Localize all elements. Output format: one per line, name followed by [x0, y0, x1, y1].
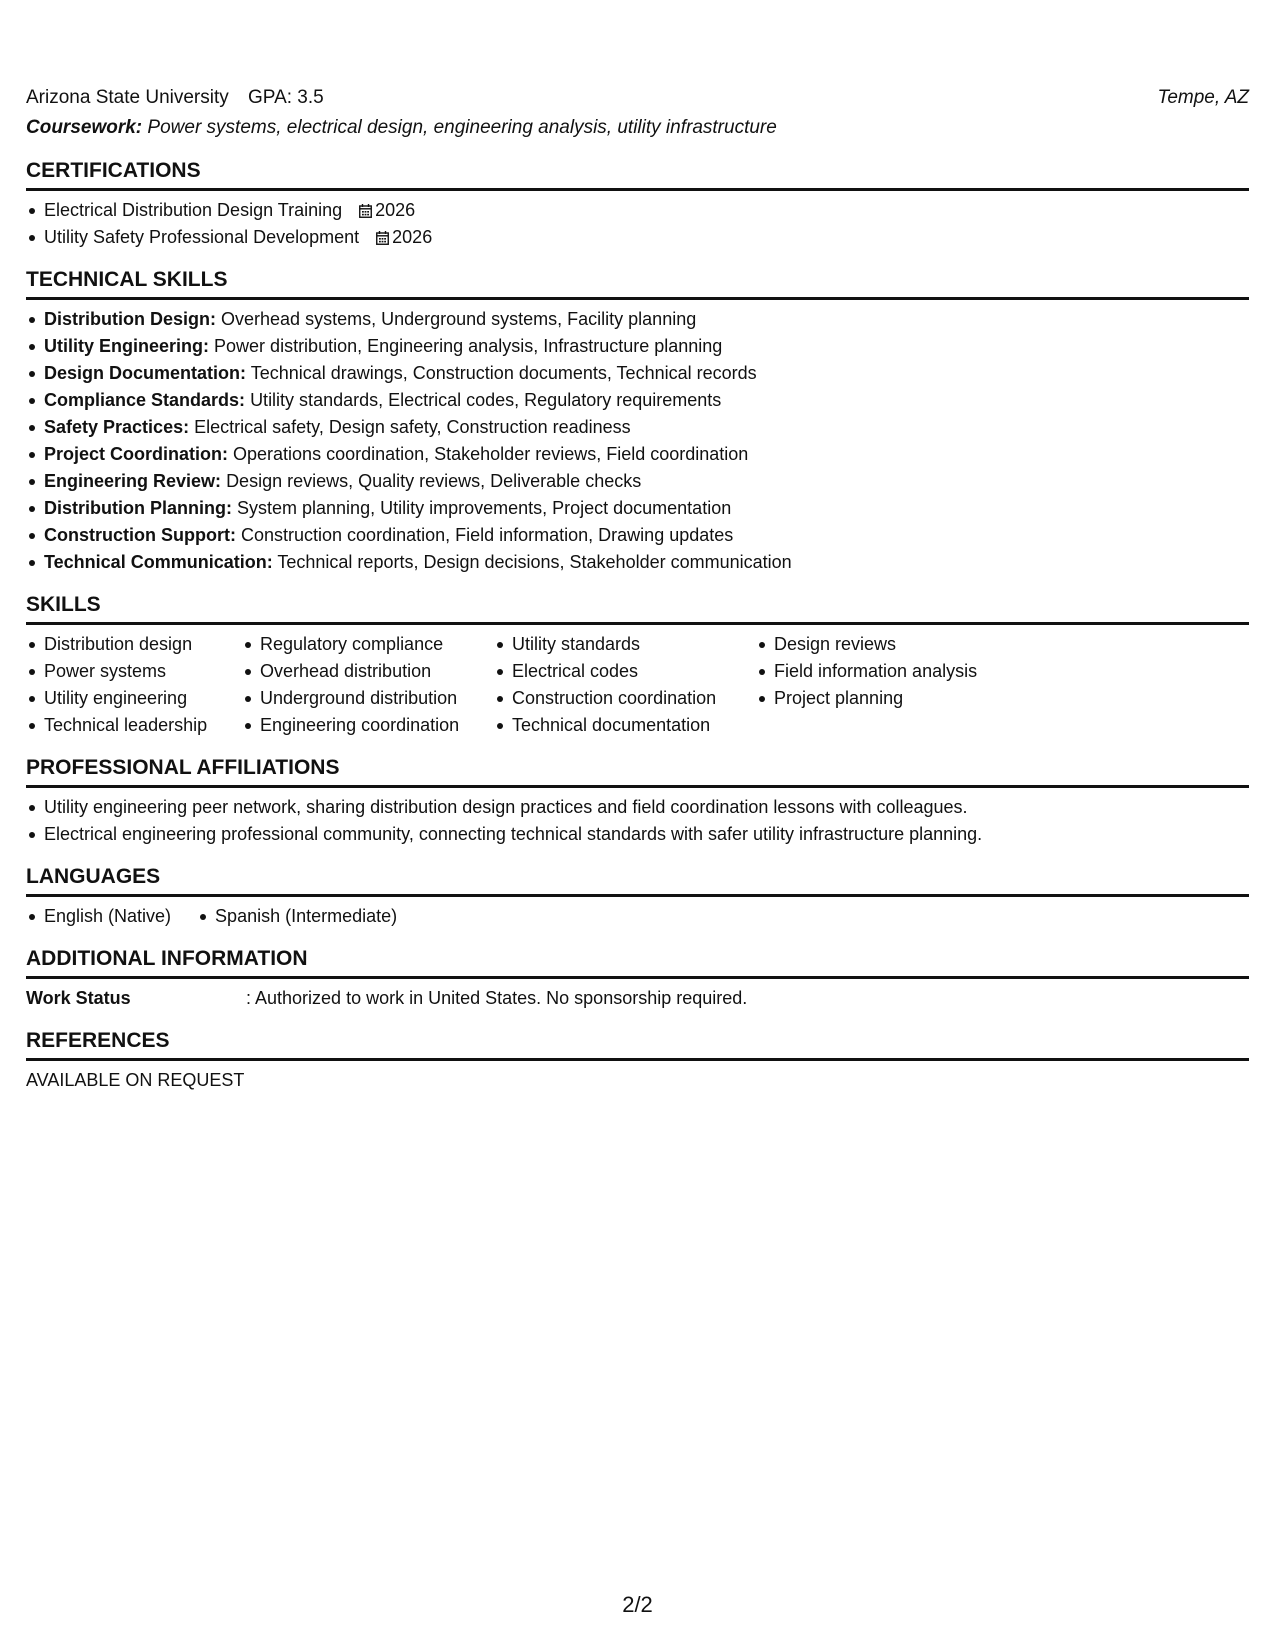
technical-skill-name: Design Documentation:	[44, 363, 247, 383]
certification-name: Utility Safety Professional Development	[44, 227, 360, 247]
certification-item	[26, 224, 1249, 251]
certification-year: 2026	[392, 227, 433, 247]
technical-skill-name: Utility Engineering:	[44, 336, 210, 356]
technical-skill-item	[26, 306, 1249, 333]
technical-skill-name: Compliance Standards:	[44, 390, 246, 410]
skill-item: Distribution design	[26, 631, 242, 658]
languages-section	[26, 864, 1249, 930]
certification-year: 2026	[375, 200, 416, 220]
technical-skill-name: Distribution Design:	[44, 309, 216, 329]
education-location: Tempe, AZ	[1157, 87, 1249, 108]
technical-skill-item	[26, 387, 1249, 414]
certification-date	[359, 200, 415, 220]
skills-column	[756, 631, 1016, 739]
technical-skill-name: Distribution Planning:	[44, 498, 232, 518]
technical-skill-detail: Operations coordination, Stakeholder reviews, Field coordination	[233, 444, 749, 464]
education-row	[26, 84, 1249, 112]
skill-item: Underground distribution	[242, 685, 494, 712]
technical-skill-item	[26, 522, 1249, 549]
technical-skill-name: Safety Practices:	[44, 417, 190, 437]
technical-skills-list	[26, 306, 1249, 576]
section-title-skills: SKILLS	[26, 592, 1249, 625]
technical-skill-item	[26, 441, 1249, 468]
section-title-references: REFERENCES	[26, 1028, 1249, 1061]
references-section	[26, 1028, 1249, 1094]
coursework-label: Coursework:	[26, 117, 143, 138]
section-title-affiliations: PROFESSIONAL AFFILIATIONS	[26, 755, 1249, 788]
language-item: English (Native)	[26, 903, 171, 930]
skill-item: Construction coordination	[494, 685, 756, 712]
skills-column	[494, 631, 756, 739]
technical-skill-item	[26, 414, 1249, 441]
education-school-gpa	[26, 84, 324, 112]
section-title-certifications: CERTIFICATIONS	[26, 158, 1249, 191]
skills-grid	[26, 631, 1249, 739]
certifications-list	[26, 197, 1249, 251]
technical-skill-name: Technical Communication:	[44, 552, 273, 572]
certification-name: Electrical Distribution Design Training	[44, 200, 343, 220]
skill-item: Design reviews	[756, 631, 1016, 658]
calendar-icon	[359, 204, 372, 218]
section-title-languages: LANGUAGES	[26, 864, 1249, 897]
skill-item: Power systems	[26, 658, 242, 685]
affiliations-list	[26, 794, 1249, 848]
technical-skill-item	[26, 549, 1249, 576]
technical-skill-detail: Technical reports, Design decisions, Stakeholder communication	[277, 552, 792, 572]
affiliation-item: Utility engineering peer network, sharing distribution design practices and field coordination lessons with colleagues.	[26, 794, 1249, 821]
technical-skill-item	[26, 333, 1249, 360]
languages-list	[26, 903, 1249, 930]
affiliation-item: Electrical engineering professional community, connecting technical standards with safer utility infrastructure planning.	[26, 821, 1249, 848]
page-number: 2/2	[622, 1592, 653, 1617]
affiliations-section	[26, 755, 1249, 848]
skill-item: Utility engineering	[26, 685, 242, 712]
work-status-label: Work Status	[26, 988, 131, 1008]
skill-item: Field information analysis	[756, 658, 1016, 685]
technical-skill-detail: System planning, Utility improvements, Project documentation	[237, 498, 732, 518]
work-status-row	[26, 985, 1249, 1012]
gpa: GPA: 3.5	[248, 87, 324, 108]
coursework-text: Power systems, electrical design, engineering analysis, utility infrastructure	[147, 117, 777, 138]
skill-item: Technical leadership	[26, 712, 242, 739]
skill-item: Regulatory compliance	[242, 631, 494, 658]
technical-skill-detail: Construction coordination, Field information, Drawing updates	[241, 525, 734, 545]
certification-date	[376, 227, 432, 247]
section-title-technical-skills: TECHNICAL SKILLS	[26, 267, 1249, 300]
work-status-value: : Authorized to work in United States. No sponsorship required.	[246, 988, 748, 1008]
technical-skill-detail: Technical drawings, Construction documents, Technical records	[250, 363, 757, 383]
skill-item: Electrical codes	[494, 658, 756, 685]
skill-item: Overhead distribution	[242, 658, 494, 685]
additional-info-section	[26, 946, 1249, 1012]
references-text: AVAILABLE ON REQUEST	[26, 1070, 245, 1090]
technical-skill-detail: Utility standards, Electrical codes, Regulatory requirements	[250, 390, 722, 410]
coursework	[26, 114, 1249, 142]
skill-item: Project planning	[756, 685, 1016, 712]
skills-column	[242, 631, 494, 739]
technical-skill-name: Construction Support:	[44, 525, 236, 545]
technical-skill-name: Project Coordination:	[44, 444, 228, 464]
technical-skill-name: Engineering Review:	[44, 471, 222, 491]
technical-skills-section	[26, 267, 1249, 576]
skill-item: Engineering coordination	[242, 712, 494, 739]
language-item: Spanish (Intermediate)	[197, 903, 397, 930]
calendar-icon	[376, 231, 389, 245]
certification-item	[26, 197, 1249, 224]
skill-item: Utility standards	[494, 631, 756, 658]
certifications-section	[26, 158, 1249, 251]
school-name: Arizona State University	[26, 87, 229, 108]
technical-skill-detail: Power distribution, Engineering analysis, Infrastructure planning	[214, 336, 723, 356]
skills-section	[26, 592, 1249, 739]
technical-skill-item	[26, 360, 1249, 387]
technical-skill-item	[26, 495, 1249, 522]
skills-column	[26, 631, 242, 739]
resume-page	[26, 84, 1249, 1094]
technical-skill-detail: Design reviews, Quality reviews, Deliverable checks	[226, 471, 642, 491]
skill-item: Technical documentation	[494, 712, 756, 739]
technical-skill-detail: Electrical safety, Design safety, Construction readiness	[194, 417, 631, 437]
technical-skill-item	[26, 468, 1249, 495]
section-title-additional-info: ADDITIONAL INFORMATION	[26, 946, 1249, 979]
technical-skill-detail: Overhead systems, Underground systems, Facility planning	[221, 309, 697, 329]
